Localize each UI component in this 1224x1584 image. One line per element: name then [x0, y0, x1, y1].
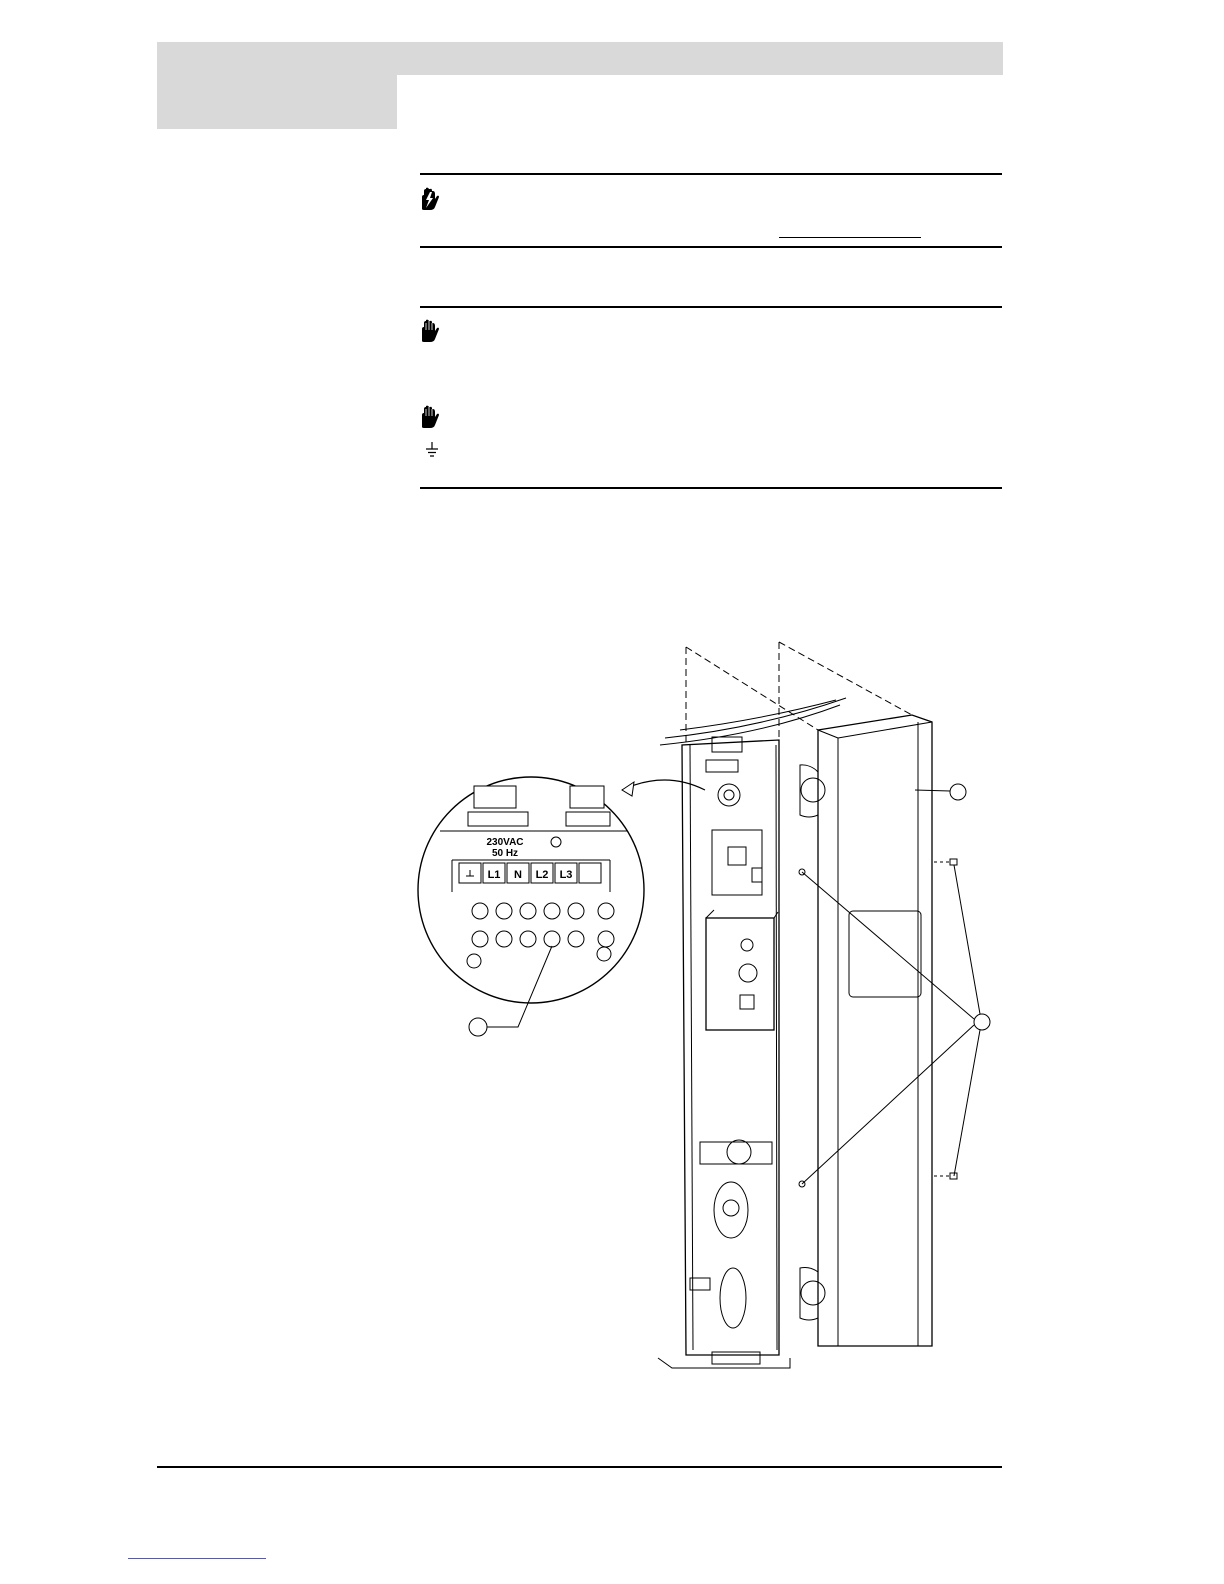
installation-diagram [410, 630, 1010, 1410]
footnote-link-underline[interactable] [128, 1558, 266, 1559]
caution-top-rule [420, 306, 1002, 308]
electric-hazard-hand-icon [418, 187, 440, 211]
supply-voltage-label: 230VAC [486, 837, 524, 848]
warning-top-rule [420, 173, 1002, 175]
hyperlink-underline[interactable] [779, 237, 921, 238]
stop-hand-icon [418, 319, 440, 343]
earth-ground-icon [424, 441, 440, 459]
header-tab [157, 42, 397, 129]
supply-frequency-label: 50 Hz [491, 848, 519, 859]
terminal-label-l1: L1 [487, 869, 501, 881]
warning-bottom-rule [420, 246, 1002, 248]
terminal-label-l3: L3 [559, 869, 573, 881]
footer-rule [157, 1466, 1002, 1468]
stop-hand-icon [418, 405, 440, 429]
caution-bottom-rule [420, 487, 1002, 489]
terminal-label-n: N [514, 869, 522, 881]
terminal-label-l2: L2 [535, 869, 549, 881]
